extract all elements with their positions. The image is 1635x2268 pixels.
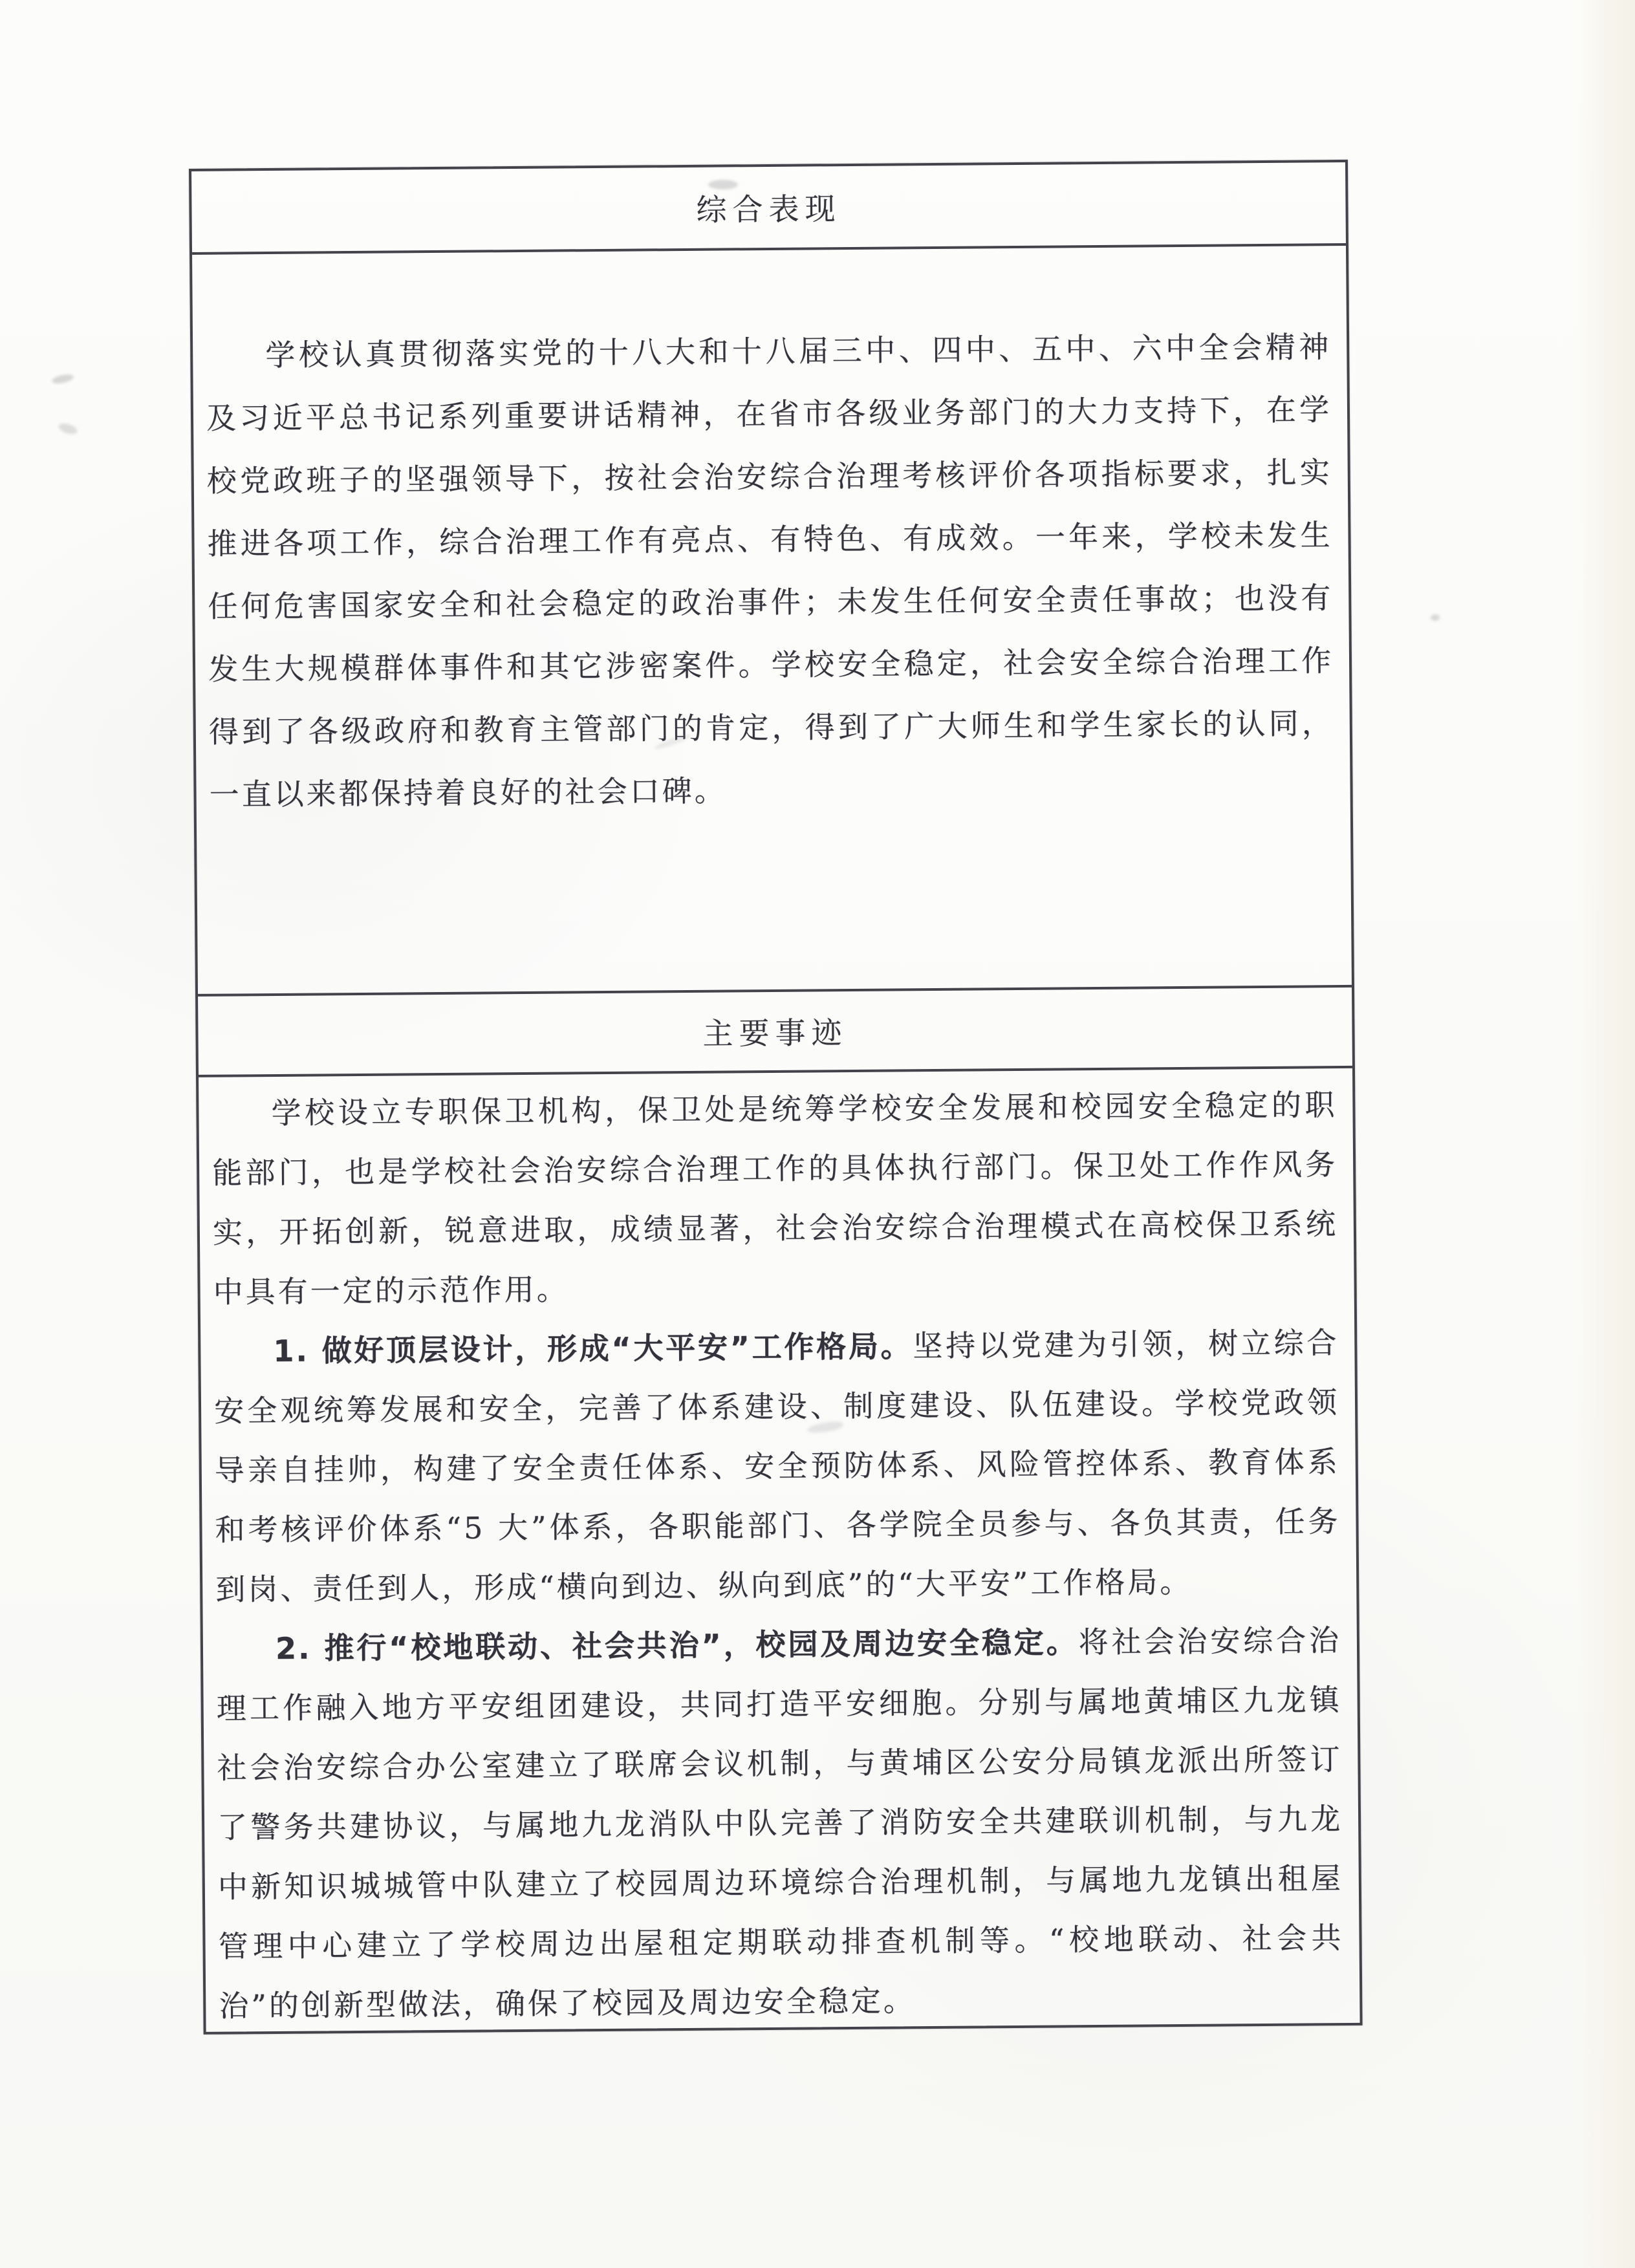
scan-speck [1431,614,1440,621]
main-deeds-text-cell [199,1066,1360,2032]
paragraph [213,1313,1341,1619]
text-run: 将社会治安综合治理工作融入地方平安组团建设，共同打造平安细胞。分别与属地黄埔区九龙镇社会治安综合办公室建立了联席会议机制，与黄埔区公安分局镇龙派出所签订了警务共建协议，与属地九龙消队中队完善了消防安全共建联训机制，与九龙中新知识城城管中队建立了校园周边环境综合治理机制，与属地九龙镇出租屋管理中心建立了学校周边出屋租定期联动排查机制等。“校地联动、社会共治”的创新型做法，确保了校园及周边安全稳定。 [216,1623,1344,2024]
emphasis-run: 1. 做好顶层设计，形成“大平安”工作格局。 [273,1328,913,1369]
section-title-overall-performance: 综合表现 [696,191,841,228]
appraisal-form-table [189,160,1363,2035]
paragraph [216,1610,1345,2032]
overall-performance-text-cell [192,243,1352,994]
paragraph [211,1075,1339,1322]
text-run: 学校设立专职保卫机构，保卫处是统筹学校安全发展和校园安全稳定的职能部门，也是学校社会治安综合治理工作的具体执行部门。保卫处工作作风务实，开拓创新，锐意进取，成绩显著，社会治安综合治理模式在高校保卫系统中具有一定的示范作用。 [211,1087,1339,1310]
text-run: 学校认真贯彻落实党的十八大和十八届三中、四中、五中、六中全会精神及习近平总书记系列重要讲话精神，在省市各级业务部门的大力支持下，在学校党政班子的坚强领导下，按社会治安综合治理考核评价各项指标要求，扎实推进各项工作，综合治理工作有亮点、有特色、有成效。一年来，学校未发生任何危害国家安全和社会稳定的政治事件；未发生任何安全责任事故；也没有发生大规模群体事件和其它涉密案件。学校安全稳定，社会安全综合治理工作得到了各级政府和教育主管部门的肯定，得到了广大师生和学生家长的认同，一直以来都保持着良好的社会口碑。 [206,329,1334,812]
emphasis-run: 2. 推行“校地联动、社会共治”，校园及周边安全稳定。 [275,1625,1079,1667]
scan-smudge [51,373,74,385]
paragraph [206,316,1335,826]
text-run: 坚持以党建为引领，树立综合安全观统筹发展和安全，完善了体系建设、制度建设、队伍建设。学校党政领导亲自挂帅，构建了安全责任体系、安全预防体系、风险管控体系、教育体系和考核评价体系“5 大”体系，各职能部门、各学院全员参与、各负其责，任务到岗、责任到人，形成“横向到边、纵向到底”的“大平安”工作格局。 [213,1325,1341,1607]
section-title-main-deeds: 主要事迹 [198,985,1352,1075]
scan-smudge [58,422,79,437]
